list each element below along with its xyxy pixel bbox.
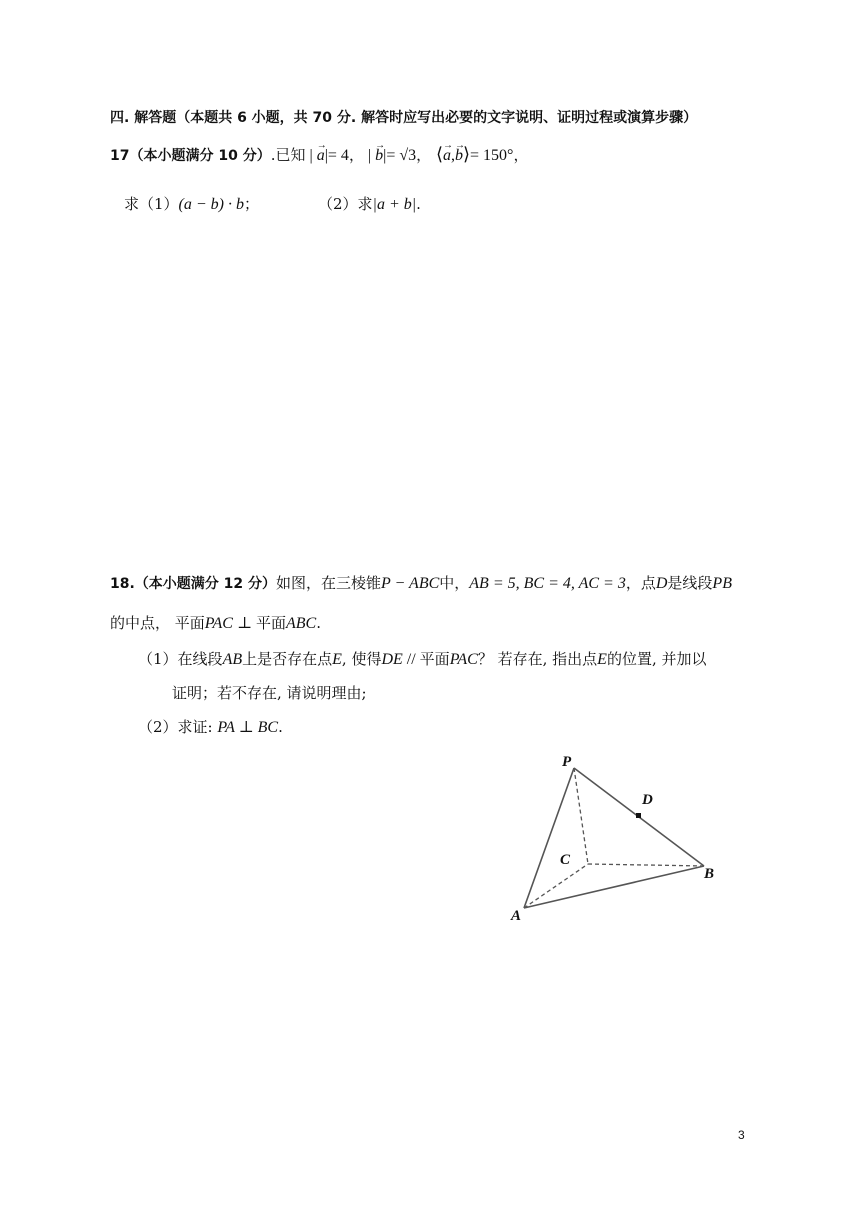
page-number: 3 <box>738 1128 745 1142</box>
angle-vector-a: → a <box>443 146 451 166</box>
point-d-marker <box>636 813 641 818</box>
label-c: C <box>560 852 571 868</box>
q18-part2: （2）求证: PA ⊥ BC. <box>138 718 283 736</box>
q17-parts: 求（1）(a − b) · b； <box>124 195 260 213</box>
q18-part1-line1: （1）在线段AB上是否存在点E, 使得DE // 平面PAC？ 若存在, 指出点E的位置, 并加以 <box>138 650 707 668</box>
q17-angle-value: = 150° <box>470 147 514 164</box>
q17-a-magnitude: |= 4 <box>324 147 349 164</box>
angle-vector-b: → b <box>455 146 463 166</box>
label-b: B <box>704 866 715 882</box>
q17-part2: （2）求|a + b|. <box>318 195 421 213</box>
section-title: 四. 解答题（本题共 6 小题，共 70 分. 解答时应写出必要的文字说明、证明过程或演算步骤） <box>110 110 698 126</box>
label-a: A <box>511 908 522 924</box>
q18-number: 18.（本小题满分 12 分） <box>110 576 277 592</box>
pyramid-name: P − ABC <box>381 575 440 592</box>
q17-part2-expr: |a + b| <box>372 196 417 213</box>
edge-ac <box>524 864 588 908</box>
edge-lengths: AB = 5, BC = 4, AC = 3 <box>469 575 626 592</box>
q17-b-magnitude: |= √3 <box>383 147 417 164</box>
edge-ab <box>524 866 704 908</box>
q18-statement-line1: 18.（本小题满分 12 分）如图，在三棱锥P − ABC中，AB = 5, BC = 4, AC = 3，点D是线段PB <box>110 574 732 592</box>
q17-statement: 17（本小题满分 10 分）.已知 | → a|= 4， | → b|= √3， ⟨→ a,→ b⟩= 150°， <box>110 144 528 166</box>
vector-b: → b <box>375 146 383 166</box>
vector-a: → a <box>317 146 325 166</box>
q17-part1-expr: (a − b) · b <box>178 196 244 213</box>
q17-part2-prefix: （2）求 <box>318 195 373 213</box>
pyramid-figure <box>508 748 738 928</box>
q18-statement-line2: 的中点， 平面PAC ⊥ 平面ABC. <box>110 614 321 632</box>
label-d: D <box>642 792 653 808</box>
label-p: P <box>562 754 572 770</box>
q17-number: 17（本小题满分 10 分） <box>110 148 271 164</box>
edge-pa <box>524 768 574 908</box>
q17-given-prefix: .已知 <box>270 146 306 164</box>
q18-part2-expr: PA ⊥ BC <box>217 719 279 736</box>
edge-cb <box>588 864 704 866</box>
q18-part1-line2: 证明；若不存在, 请说明理由; <box>172 684 367 702</box>
q17-part1-prefix: 求（1） <box>124 195 179 213</box>
edge-pc <box>574 768 588 864</box>
